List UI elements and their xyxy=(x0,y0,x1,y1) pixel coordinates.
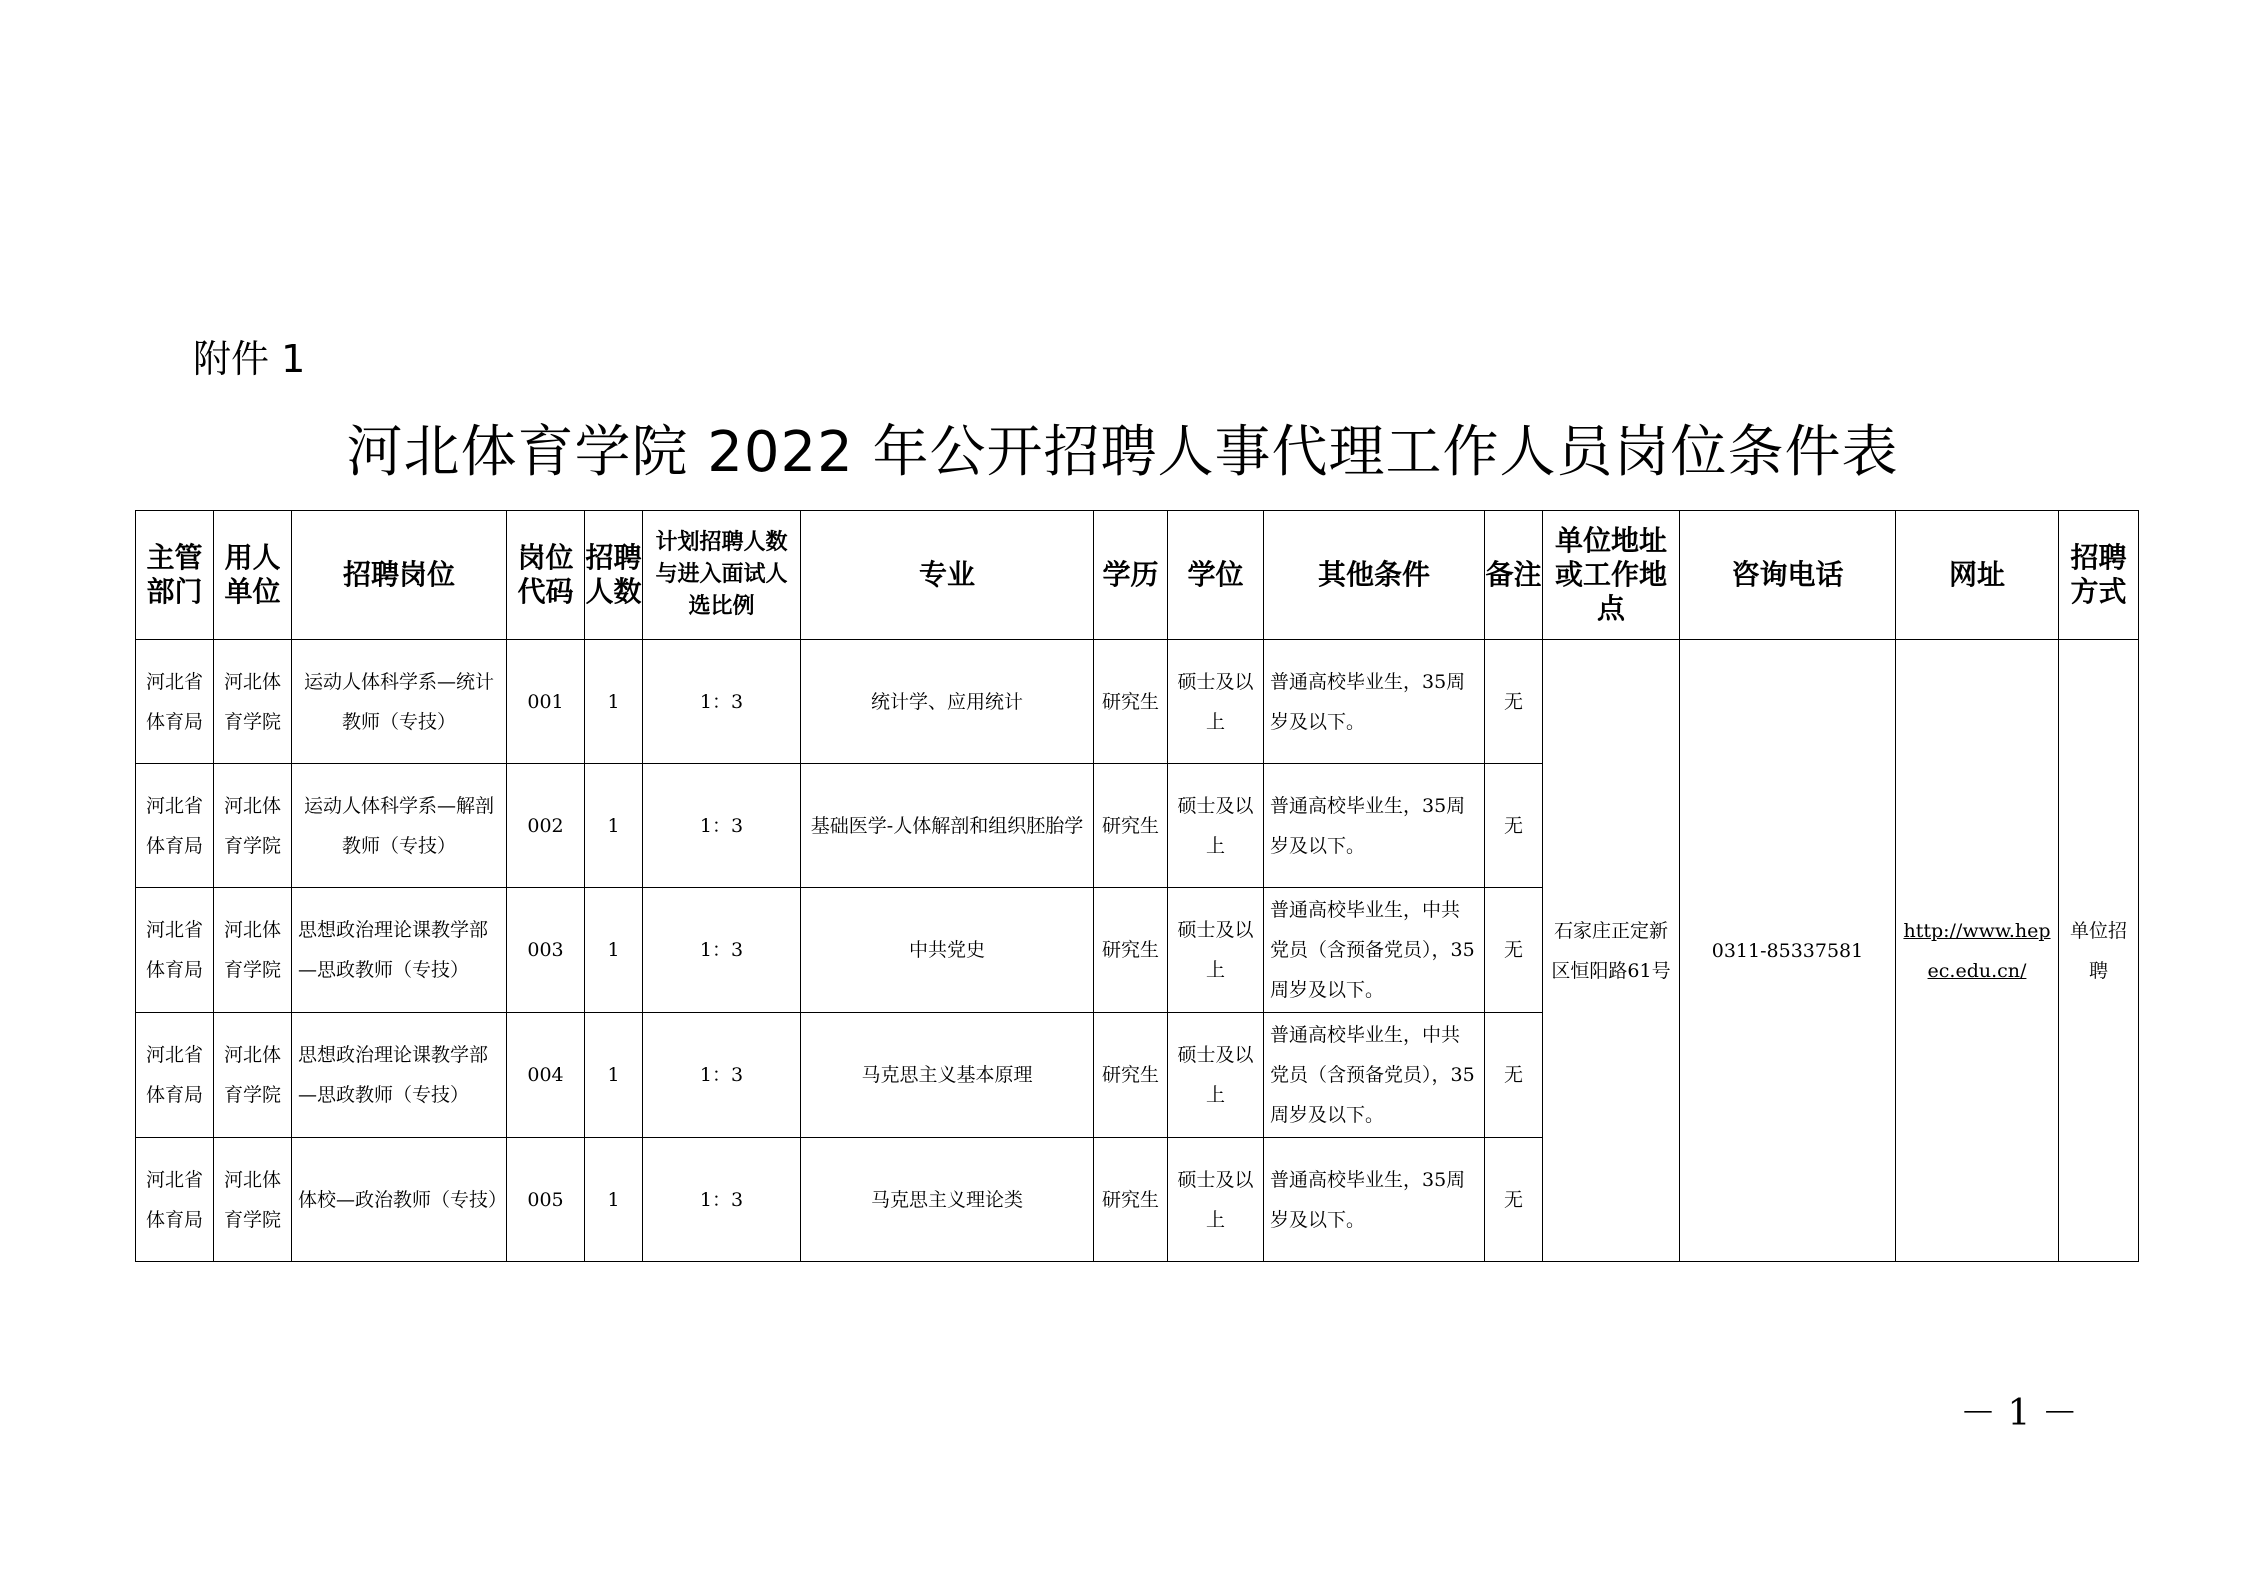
code-cell: 004 xyxy=(507,1013,585,1138)
unit-cell: 河北体育学院 xyxy=(214,888,292,1013)
count-cell: 1 xyxy=(585,764,643,888)
attachment-label: 附件 1 xyxy=(193,337,306,381)
dept-cell: 河北省体育局 xyxy=(136,1013,214,1138)
other-cell: 普通高校毕业生，35周岁及以下。 xyxy=(1264,764,1485,888)
post-cell: 思想政治理论课教学部—思政教师（专技） xyxy=(292,1013,507,1138)
count-cell: 1 xyxy=(585,888,643,1013)
position-table xyxy=(135,510,2139,1262)
header-cell: 招聘人数 xyxy=(585,511,643,640)
code-cell: 002 xyxy=(507,764,585,888)
note-cell: 无 xyxy=(1485,1138,1543,1262)
note-cell: 无 xyxy=(1485,764,1543,888)
ratio-cell: 1：3 xyxy=(643,640,801,764)
header-cell: 单位地址或工作地点 xyxy=(1543,511,1680,640)
unit-cell: 河北体育学院 xyxy=(214,764,292,888)
header-cell: 计划招聘人数与进入面试人选比例 xyxy=(643,511,801,640)
header-cell: 备注 xyxy=(1485,511,1543,640)
code-cell: 005 xyxy=(507,1138,585,1262)
other-cell: 普通高校毕业生，35周岁及以下。 xyxy=(1264,640,1485,764)
major-cell: 统计学、应用统计 xyxy=(801,640,1094,764)
website-link[interactable]: http://www.hepec.edu.cn/ xyxy=(1903,919,2051,982)
phone-cell: 0311-85337581 xyxy=(1680,640,1896,1262)
page-title: 河北体育学院 2022 年公开招聘人事代理工作人员岗位条件表 xyxy=(346,420,1899,485)
other-cell: 普通高校毕业生，中共党员（含预备党员），35周岁及以下。 xyxy=(1264,1013,1485,1138)
header-cell: 招聘岗位 xyxy=(292,511,507,640)
header-cell: 学历 xyxy=(1094,511,1168,640)
page-number: － 1 － xyxy=(1960,1393,2078,1434)
major-cell: 马克思主义基本原理 xyxy=(801,1013,1094,1138)
unit-cell: 河北体育学院 xyxy=(214,1013,292,1138)
header-cell: 岗位代码 xyxy=(507,511,585,640)
header-cell: 网址 xyxy=(1896,511,2059,640)
unit-cell: 河北体育学院 xyxy=(214,640,292,764)
dept-cell: 河北省体育局 xyxy=(136,764,214,888)
header-cell: 其他条件 xyxy=(1264,511,1485,640)
other-cell: 普通高校毕业生，35周岁及以下。 xyxy=(1264,1138,1485,1262)
edu-cell: 研究生 xyxy=(1094,1138,1168,1262)
code-cell: 003 xyxy=(507,888,585,1013)
address-cell: 石家庄正定新区恒阳路61号 xyxy=(1543,640,1680,1262)
degree-cell: 硕士及以上 xyxy=(1168,764,1264,888)
count-cell: 1 xyxy=(585,640,643,764)
method-cell: 单位招聘 xyxy=(2059,640,2139,1262)
dept-cell: 河北省体育局 xyxy=(136,640,214,764)
other-cell: 普通高校毕业生，中共党员（含预备党员），35周岁及以下。 xyxy=(1264,888,1485,1013)
header-cell: 专业 xyxy=(801,511,1094,640)
dept-cell: 河北省体育局 xyxy=(136,888,214,1013)
edu-cell: 研究生 xyxy=(1094,888,1168,1013)
table-header-row xyxy=(136,511,2139,640)
ratio-cell: 1：3 xyxy=(643,764,801,888)
website-cell xyxy=(1896,640,2059,1262)
header-cell: 咨询电话 xyxy=(1680,511,1896,640)
degree-cell: 硕士及以上 xyxy=(1168,1138,1264,1262)
post-cell: 运动人体科学系—统计教师（专技） xyxy=(292,640,507,764)
degree-cell: 硕士及以上 xyxy=(1168,888,1264,1013)
major-cell: 基础医学-人体解剖和组织胚胎学 xyxy=(801,764,1094,888)
post-cell: 思想政治理论课教学部—思政教师（专技） xyxy=(292,888,507,1013)
header-cell: 招聘方式 xyxy=(2059,511,2139,640)
header-cell: 主管部门 xyxy=(136,511,214,640)
unit-cell: 河北体育学院 xyxy=(214,1138,292,1262)
note-cell: 无 xyxy=(1485,640,1543,764)
note-cell: 无 xyxy=(1485,1013,1543,1138)
post-cell: 体校—政治教师（专技） xyxy=(292,1138,507,1262)
major-cell: 中共党史 xyxy=(801,888,1094,1013)
note-cell: 无 xyxy=(1485,888,1543,1013)
header-cell: 学位 xyxy=(1168,511,1264,640)
dept-cell: 河北省体育局 xyxy=(136,1138,214,1262)
ratio-cell: 1：3 xyxy=(643,888,801,1013)
major-cell: 马克思主义理论类 xyxy=(801,1138,1094,1262)
edu-cell: 研究生 xyxy=(1094,640,1168,764)
ratio-cell: 1：3 xyxy=(643,1013,801,1138)
ratio-cell: 1：3 xyxy=(643,1138,801,1262)
header-cell: 用人单位 xyxy=(214,511,292,640)
table-row xyxy=(136,640,2139,764)
edu-cell: 研究生 xyxy=(1094,1013,1168,1138)
count-cell: 1 xyxy=(585,1013,643,1138)
edu-cell: 研究生 xyxy=(1094,764,1168,888)
degree-cell: 硕士及以上 xyxy=(1168,1013,1264,1138)
code-cell: 001 xyxy=(507,640,585,764)
degree-cell: 硕士及以上 xyxy=(1168,640,1264,764)
count-cell: 1 xyxy=(585,1138,643,1262)
post-cell: 运动人体科学系—解剖教师（专技） xyxy=(292,764,507,888)
